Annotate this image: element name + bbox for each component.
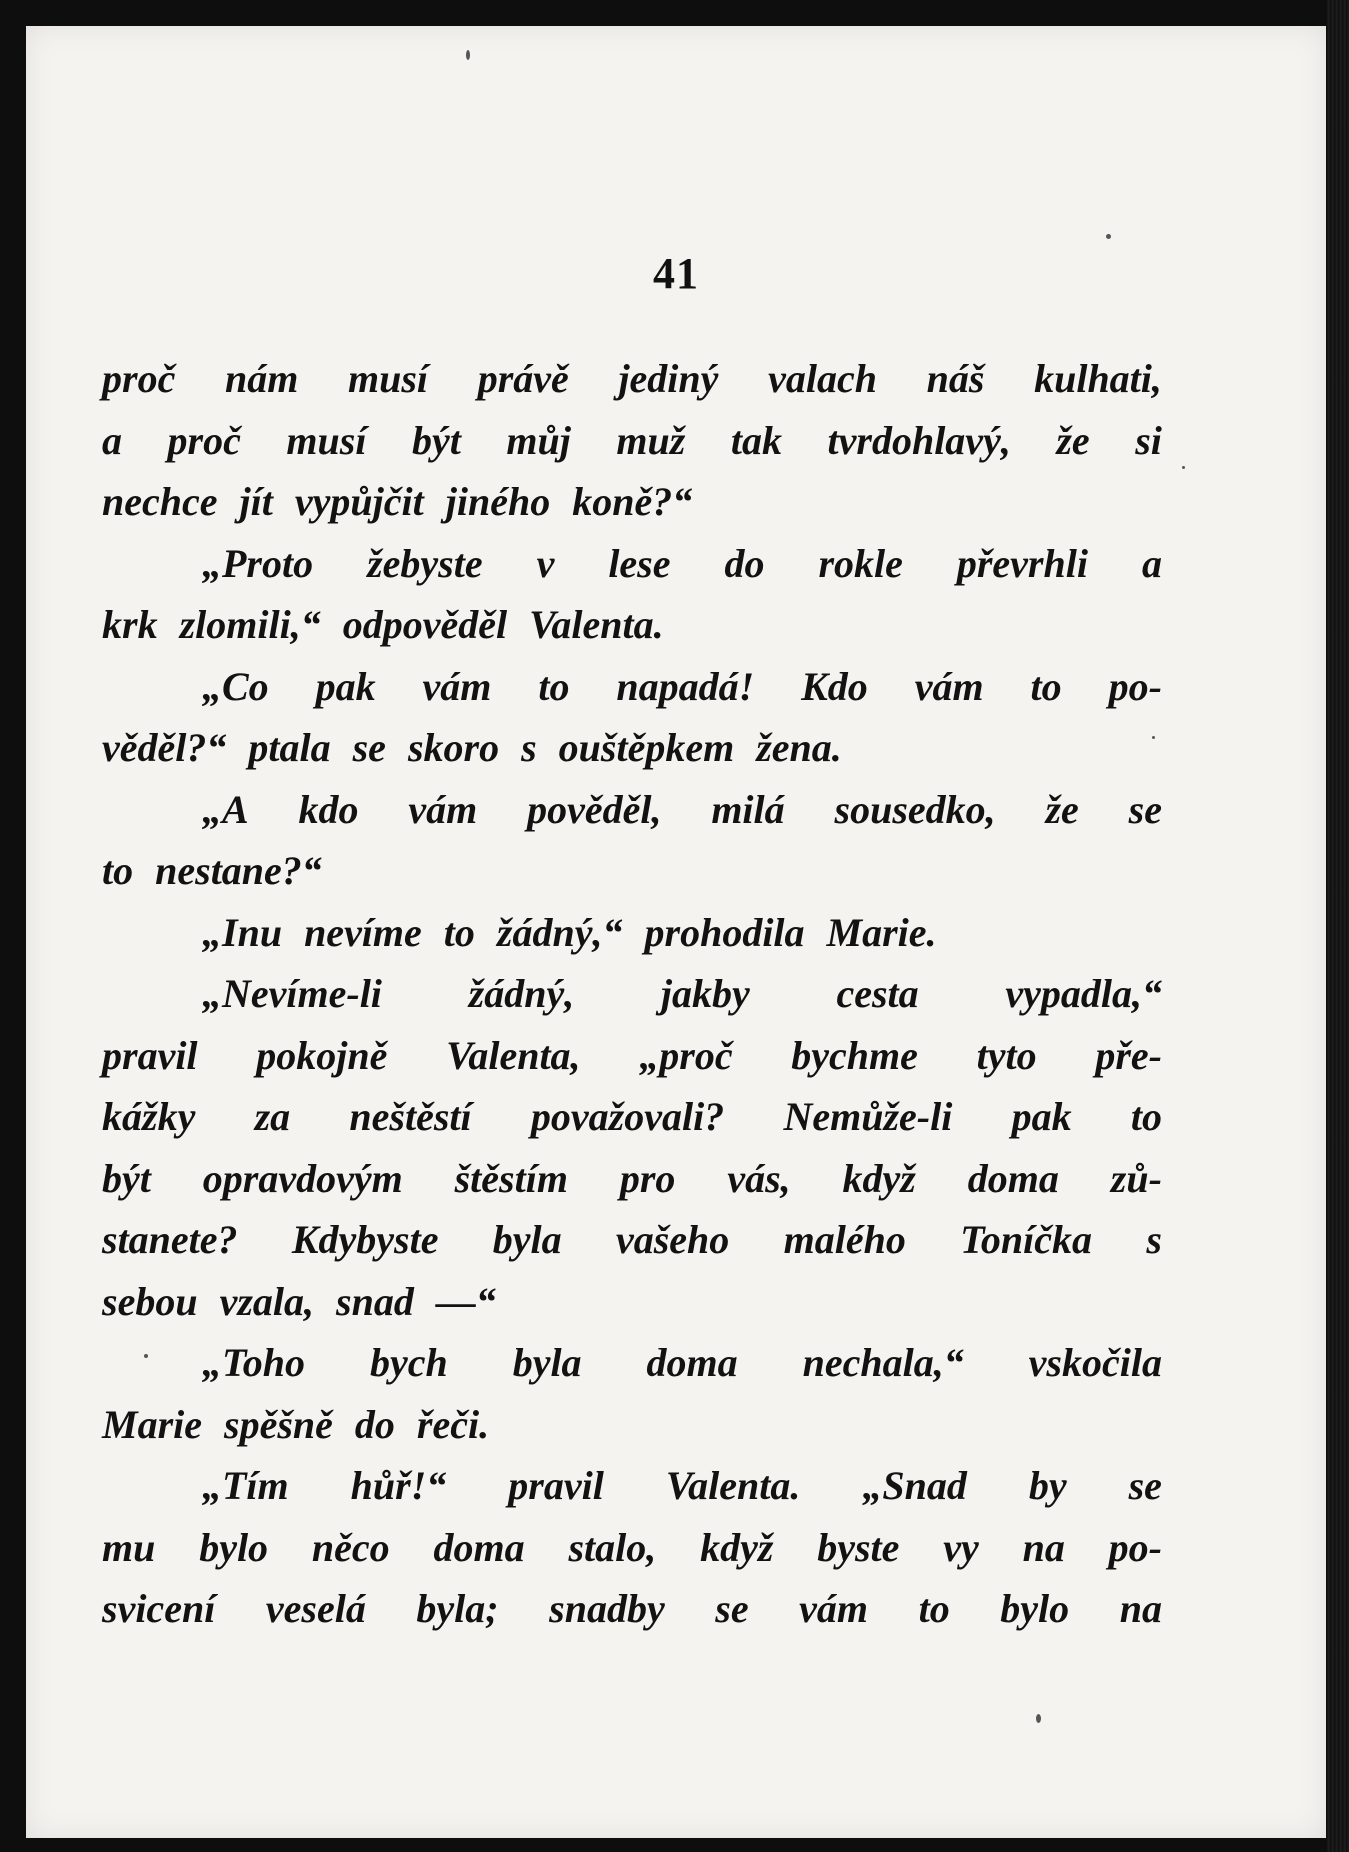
word: spěšně bbox=[224, 1401, 333, 1447]
word: cesta bbox=[836, 971, 919, 1016]
text-line bbox=[102, 1455, 1162, 1517]
word: svicení bbox=[102, 1586, 216, 1631]
word: „Tím bbox=[202, 1463, 289, 1508]
word: do bbox=[354, 1401, 395, 1447]
word: Marie. bbox=[826, 909, 937, 955]
word: prohodila bbox=[644, 909, 805, 955]
word: hůř!“ bbox=[350, 1463, 447, 1508]
word: „Toho bbox=[202, 1340, 306, 1385]
word: doma bbox=[433, 1524, 525, 1570]
word: koně?“ bbox=[572, 479, 693, 524]
text-line bbox=[102, 1025, 1162, 1087]
word: Valenta. bbox=[529, 602, 664, 647]
word: jediný bbox=[618, 356, 719, 401]
scan-speck bbox=[466, 50, 470, 60]
word: malého bbox=[783, 1217, 906, 1262]
word: Toníčka bbox=[960, 1217, 1093, 1262]
word: byla bbox=[512, 1340, 582, 1385]
word: „Proto bbox=[202, 540, 314, 586]
word: bylo bbox=[1000, 1586, 1070, 1631]
word: kulhati, bbox=[1034, 356, 1162, 401]
text-line bbox=[102, 1271, 1162, 1333]
word: stalo, bbox=[568, 1524, 657, 1570]
word: do bbox=[724, 540, 765, 586]
word: být bbox=[102, 1155, 151, 1201]
word: s bbox=[1146, 1217, 1162, 1262]
word: si bbox=[1135, 417, 1162, 463]
word: vskočila bbox=[1028, 1340, 1162, 1385]
word: „Inu bbox=[202, 909, 283, 955]
word: to bbox=[1130, 1094, 1162, 1139]
word: pře- bbox=[1095, 1032, 1162, 1078]
word: Valenta. bbox=[665, 1463, 801, 1508]
word: skoro bbox=[407, 725, 500, 770]
word: kdo bbox=[298, 786, 359, 832]
word: můj bbox=[506, 417, 571, 463]
word: nám bbox=[224, 356, 299, 401]
word: krk bbox=[102, 602, 158, 647]
word: pokojně bbox=[256, 1032, 388, 1078]
word: Valenta, bbox=[446, 1032, 581, 1078]
word: nestane?“ bbox=[155, 848, 322, 893]
word: Kdo bbox=[801, 663, 868, 709]
word: vás, bbox=[727, 1155, 791, 1201]
word: to bbox=[443, 909, 475, 955]
word: muž bbox=[616, 417, 686, 463]
text-line bbox=[102, 471, 1162, 533]
word: jiného bbox=[445, 479, 551, 524]
word: sebou bbox=[102, 1278, 198, 1324]
word: pak bbox=[1011, 1094, 1072, 1139]
word: nevíme bbox=[304, 909, 422, 955]
word: za bbox=[254, 1094, 291, 1139]
word: pravil bbox=[508, 1463, 604, 1508]
word: být bbox=[411, 417, 461, 463]
word: vám bbox=[422, 663, 492, 709]
word: považovali? bbox=[530, 1094, 725, 1139]
word: vypadla,“ bbox=[1005, 971, 1162, 1016]
text-line bbox=[102, 1394, 1162, 1456]
word: Kdybyste bbox=[291, 1217, 439, 1262]
page-number: 41 bbox=[653, 249, 699, 298]
word: žádný, bbox=[468, 971, 575, 1016]
text-line bbox=[102, 1148, 1162, 1210]
word: že bbox=[1056, 417, 1090, 463]
word: stanete? bbox=[102, 1217, 238, 1262]
word: pak bbox=[315, 663, 376, 709]
word: vypůjčit bbox=[294, 479, 424, 524]
word: „Snad bbox=[862, 1463, 967, 1508]
word: se bbox=[715, 1586, 749, 1631]
word: a bbox=[1141, 540, 1162, 586]
scan-speck bbox=[1106, 234, 1111, 239]
word: jakby bbox=[660, 971, 750, 1016]
word: byla; bbox=[416, 1586, 499, 1631]
word: bylo bbox=[199, 1524, 269, 1570]
word: to bbox=[1030, 663, 1062, 709]
word: pro bbox=[619, 1155, 676, 1201]
word: nechala,“ bbox=[802, 1340, 964, 1385]
word: Marie bbox=[102, 1401, 202, 1447]
word: v bbox=[536, 540, 555, 586]
word: po- bbox=[1108, 663, 1162, 709]
word: „proč bbox=[639, 1032, 733, 1078]
word: milá bbox=[711, 786, 785, 832]
word: nechce bbox=[102, 479, 218, 524]
word: kážky bbox=[102, 1094, 196, 1139]
word: právě bbox=[477, 356, 569, 401]
text-line bbox=[102, 410, 1162, 472]
text-line bbox=[102, 1209, 1162, 1271]
word: „A bbox=[202, 786, 249, 832]
word: pravil bbox=[102, 1032, 198, 1078]
word: se bbox=[352, 725, 386, 770]
word: žebyste bbox=[367, 540, 483, 586]
word: ouštěpkem bbox=[558, 725, 735, 770]
word: jít bbox=[239, 479, 273, 524]
word: snadby bbox=[549, 1586, 665, 1631]
word: že bbox=[1045, 786, 1079, 832]
word: sousedko, bbox=[834, 786, 996, 832]
word: vzala, bbox=[219, 1278, 315, 1324]
word: vašeho bbox=[615, 1217, 730, 1262]
word: to bbox=[102, 848, 134, 893]
scan-speck bbox=[1182, 466, 1185, 469]
word: štěstím bbox=[454, 1155, 568, 1201]
word: doma bbox=[646, 1340, 738, 1385]
word: pověděl, bbox=[527, 786, 662, 832]
word: převrhli bbox=[956, 540, 1088, 586]
word: snad bbox=[336, 1278, 414, 1324]
word: a bbox=[102, 417, 122, 463]
page-edge-shadow bbox=[1327, 0, 1349, 1852]
scan-speck bbox=[1152, 736, 1155, 739]
text-line bbox=[102, 779, 1162, 841]
text-line bbox=[102, 1517, 1162, 1579]
text-line bbox=[102, 1332, 1162, 1394]
word: bychme bbox=[791, 1032, 918, 1078]
word: na bbox=[1119, 1586, 1162, 1631]
word: se bbox=[1128, 1463, 1162, 1508]
word: mu bbox=[102, 1524, 156, 1570]
text-line bbox=[102, 963, 1162, 1025]
word: neštěstí bbox=[349, 1094, 472, 1139]
word: vám bbox=[914, 663, 984, 709]
word: řeči. bbox=[416, 1401, 490, 1447]
text-line bbox=[102, 1578, 1162, 1640]
word: tak bbox=[730, 417, 782, 463]
word: by bbox=[1028, 1463, 1067, 1508]
word: to bbox=[918, 1586, 950, 1631]
text-line bbox=[102, 902, 1162, 964]
word: proč bbox=[102, 356, 176, 401]
word: zů- bbox=[1110, 1155, 1162, 1201]
word: Nemůže-li bbox=[783, 1094, 953, 1139]
word: něco bbox=[311, 1524, 390, 1570]
book-page bbox=[26, 26, 1326, 1838]
word: věděl?“ bbox=[102, 725, 227, 770]
word: tvrdohlavý, bbox=[827, 417, 1011, 463]
text-line bbox=[102, 348, 1162, 410]
word: valach bbox=[768, 356, 877, 401]
text-line bbox=[102, 717, 1162, 779]
word: po- bbox=[1108, 1524, 1162, 1570]
word: „Co bbox=[202, 663, 269, 709]
word: vy bbox=[943, 1524, 979, 1570]
text-line bbox=[102, 594, 1162, 656]
word: když bbox=[700, 1524, 774, 1570]
text-line bbox=[102, 533, 1162, 595]
text-line bbox=[102, 1086, 1162, 1148]
word: musí bbox=[348, 356, 429, 401]
text-line bbox=[102, 656, 1162, 718]
word: opravdovým bbox=[202, 1155, 403, 1201]
word: když bbox=[842, 1155, 916, 1201]
word: musí bbox=[286, 417, 367, 463]
word: lese bbox=[608, 540, 671, 586]
word: vám bbox=[799, 1586, 869, 1631]
word: doma bbox=[967, 1155, 1059, 1201]
word: ptala bbox=[248, 725, 331, 770]
word: tyto bbox=[976, 1032, 1037, 1078]
scan-speck bbox=[1036, 1714, 1041, 1723]
word: veselá bbox=[265, 1586, 366, 1631]
text-line bbox=[102, 840, 1162, 902]
word: napadá! bbox=[616, 663, 755, 709]
word: to bbox=[538, 663, 570, 709]
word: „Nevíme-li bbox=[202, 971, 382, 1016]
word: s bbox=[521, 725, 537, 770]
word: žádný,“ bbox=[496, 909, 623, 955]
scan-speck bbox=[144, 1354, 148, 1358]
word: na bbox=[1022, 1524, 1065, 1570]
word: zlomili,“ bbox=[179, 602, 321, 647]
word: se bbox=[1128, 786, 1162, 832]
body-text bbox=[102, 348, 1162, 1640]
word: byla bbox=[492, 1217, 562, 1262]
word: bych bbox=[369, 1340, 448, 1385]
word: žena. bbox=[756, 725, 842, 770]
word: vám bbox=[408, 786, 478, 832]
word: rokle bbox=[818, 540, 903, 586]
word: náš bbox=[926, 356, 985, 401]
word: proč bbox=[167, 417, 241, 463]
word: byste bbox=[817, 1524, 900, 1570]
word: odpověděl bbox=[342, 602, 508, 647]
word: —“ bbox=[435, 1278, 496, 1324]
